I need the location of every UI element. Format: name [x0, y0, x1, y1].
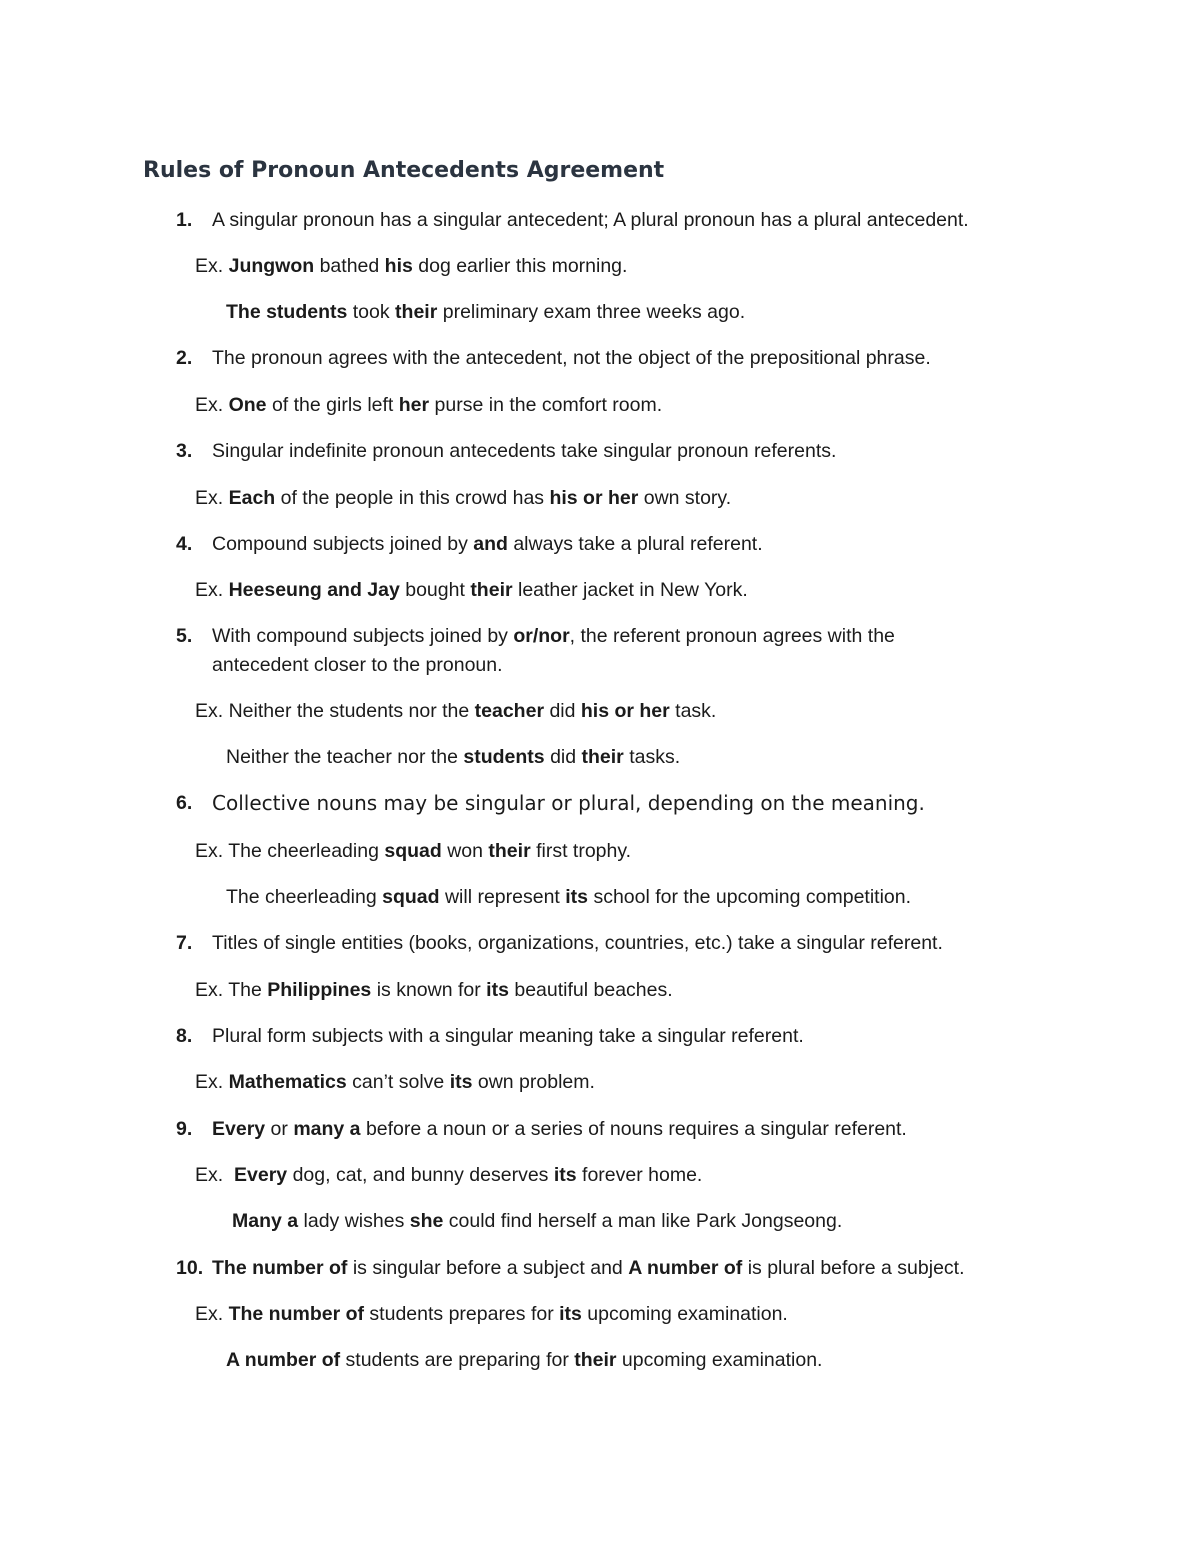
example-line: Ex. Heeseung and Jay bought their leather jacket in New York.: [195, 579, 748, 601]
example-line: Ex. The Philippines is known for its beautiful beaches.: [195, 979, 673, 1001]
example-line: Ex. Mathematics can’t solve its own problem.: [195, 1071, 595, 1093]
example-line: Ex. Jungwon bathed his dog earlier this morning.: [195, 255, 628, 277]
example-line: The students took their preliminary exam three weeks ago.: [226, 301, 746, 323]
rule-number: 10.: [176, 1257, 204, 1279]
rule-number: 2.: [176, 347, 193, 369]
rule-number: 7.: [176, 932, 193, 954]
document-title: Rules of Pronoun Antecedents Agreement: [143, 158, 665, 183]
example-line: Ex. The cheerleading squad won their first trophy.: [195, 840, 632, 862]
example-line: Neither the teacher nor the students did their tasks.: [226, 746, 681, 768]
rule-text: Compound subjects joined by and always take a plural referent.: [212, 533, 763, 555]
rule-number: 1.: [176, 209, 193, 231]
rule-text: Collective nouns may be singular or plural, depending on the meaning.: [212, 791, 925, 815]
rule-text: Singular indefinite pronoun antecedents take singular pronoun referents.: [212, 440, 837, 462]
rule-text: The pronoun agrees with the antecedent, not the object of the prepositional phrase.: [212, 347, 931, 369]
example-line: Ex. Every dog, cat, and bunny deserves its forever home.: [195, 1164, 703, 1186]
rule-number: 4.: [176, 533, 193, 555]
rule-text: With compound subjects joined by or/nor, the referent pronoun agrees with the: [212, 625, 895, 647]
example-line: Ex. Neither the students nor the teacher did his or her task.: [195, 700, 717, 722]
rule-text: The number of is singular before a subject and A number of is plural before a subject.: [212, 1257, 965, 1279]
rule-text: Titles of single entities (books, organizations, countries, etc.) take a singular referent.: [212, 932, 943, 954]
rule-number: 8.: [176, 1025, 193, 1047]
rule-text-continued: antecedent closer to the pronoun.: [212, 654, 503, 676]
example-line: Ex. One of the girls left her purse in the comfort room.: [195, 394, 663, 416]
rule-number: 6.: [176, 792, 193, 814]
example-line: The cheerleading squad will represent its school for the upcoming competition.: [226, 886, 912, 908]
example-line: A number of students are preparing for their upcoming examination.: [226, 1349, 823, 1371]
rule-text: A singular pronoun has a singular antecedent; A plural pronoun has a plural antecedent.: [212, 209, 969, 231]
example-line: Ex. Each of the people in this crowd has his or her own story.: [195, 487, 732, 509]
example-line: Ex. The number of students prepares for its upcoming examination.: [195, 1303, 788, 1325]
rule-number: 3.: [176, 440, 193, 462]
rule-text: Every or many a before a noun or a series of nouns requires a singular referent.: [212, 1118, 907, 1140]
example-line: Many a lady wishes she could find herself a man like Park Jongseong.: [232, 1210, 843, 1232]
rule-number: 9.: [176, 1118, 193, 1140]
rule-text: Plural form subjects with a singular meaning take a singular referent.: [212, 1025, 804, 1047]
rule-number: 5.: [176, 625, 193, 647]
